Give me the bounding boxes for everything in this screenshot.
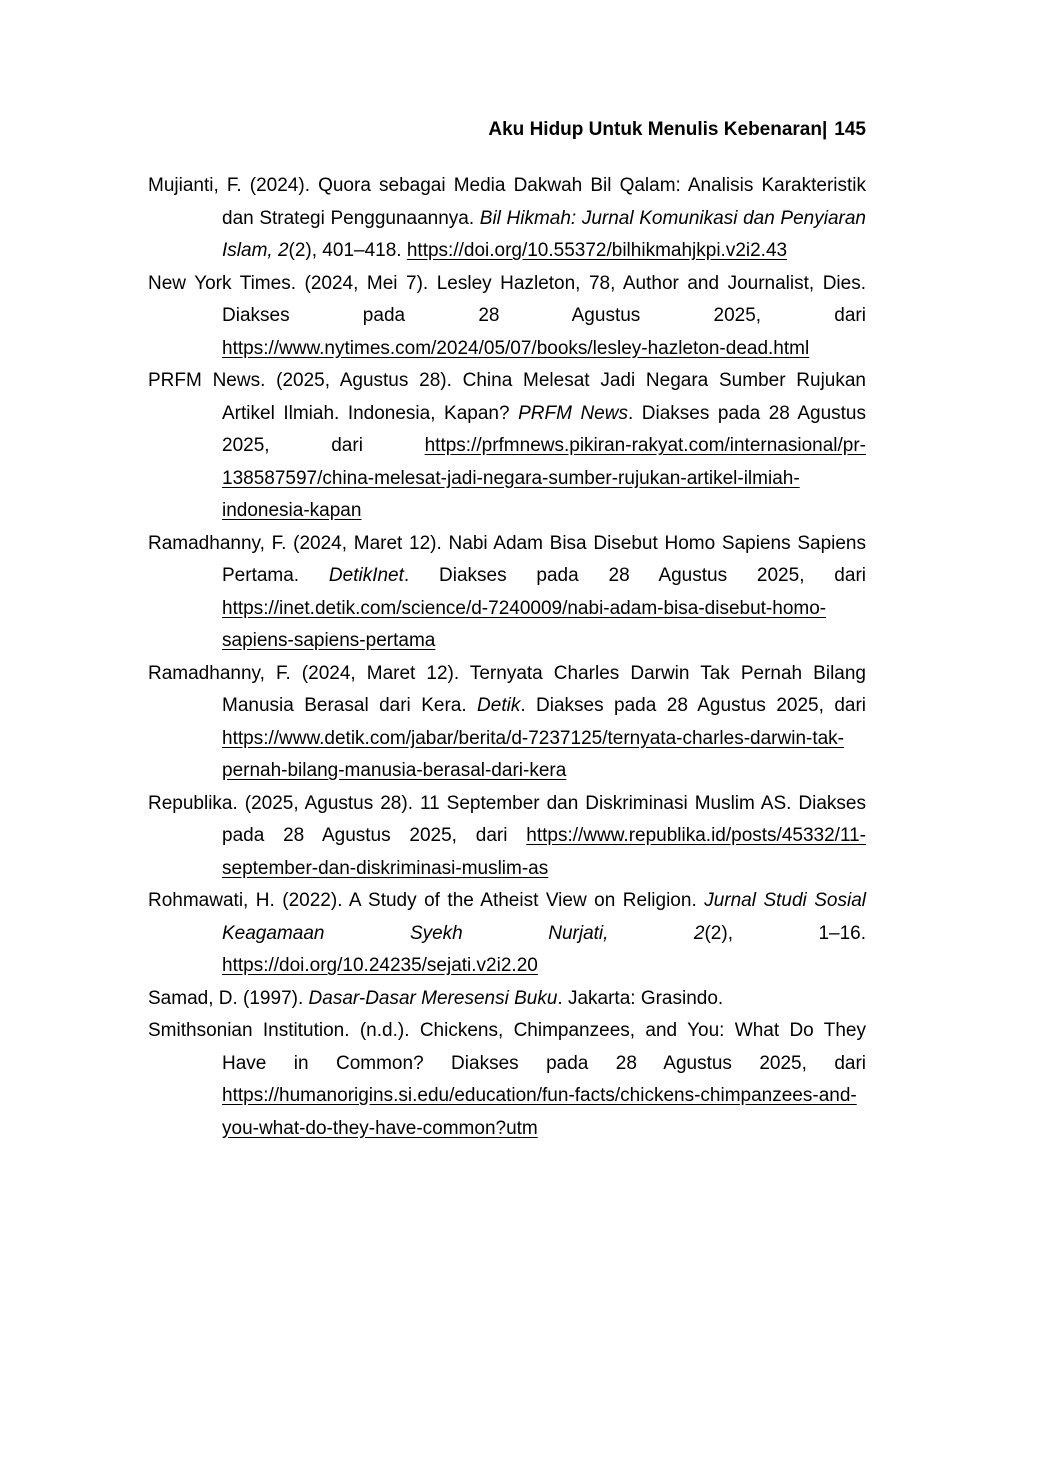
- reference-text: . Diakses pada 28 Agustus 2025, dari: [520, 695, 866, 716]
- reference-url-link[interactable]: https://inet.detik.com/science/d-7240009/nabi-adam-bisa-disebut-homo-sapiens-sapiens-pertama: [222, 597, 827, 651]
- reference-text: Samad, D. (1997).: [148, 987, 309, 1009]
- reference-entry: [148, 528, 866, 658]
- reference-entry: [148, 788, 866, 886]
- reference-text: Smithsonian Institution. (n.d.). Chickens, Chimpanzees, and You: What Do They Have in Common? Diakses pada 28 Agustus 2025, dari: [148, 1020, 866, 1074]
- reference-url-link[interactable]: https://doi.org/10.24235/sejati.v2i2.20: [222, 955, 538, 976]
- reference-text: (2), 401–418.: [288, 240, 407, 261]
- reference-italic-text: Detik: [477, 695, 521, 716]
- reference-entry: [148, 1015, 866, 1145]
- reference-text: Ramadhanny, F. (2024, Maret 12). Nabi Adam Bisa Disebut Homo Sapiens Sapiens Pertama.: [148, 532, 866, 586]
- reference-text: PRFM News. (2025, Agustus 28). China Melesat Jadi Negara Sumber Rujukan Artikel Ilmiah. Indonesia, Kapan?: [148, 370, 866, 424]
- reference-text: Mujianti, F. (2024). Quora sebagai Media Dakwah Bil Qalam: Analisis Karakteristik dan Strategi Penggunaannya.: [148, 175, 866, 229]
- reference-text: . Jakarta: Grasindo.: [557, 987, 724, 1009]
- reference-italic-text: PRFM News: [518, 402, 628, 424]
- reference-text: (2), 1–16.: [704, 922, 866, 944]
- reference-text: Rohmawati, H. (2022). A Study of the Atheist View on Religion.: [148, 890, 705, 911]
- reference-entry: [148, 268, 866, 366]
- page-header: [148, 118, 866, 142]
- reference-italic-text: Bil Hikmah: Jurnal Komunikasi dan Penyiaran Islam, 2: [222, 207, 866, 261]
- reference-text: . Diakses pada 28 Agustus 2025, dari: [403, 565, 866, 586]
- reference-entry: [148, 365, 866, 528]
- page-number: 145: [834, 119, 866, 140]
- reference-url-link[interactable]: https://doi.org/10.55372/bilhikmahjkpi.v2i2.43: [406, 240, 788, 261]
- reference-text: Republika. (2025, Agustus 28). 11 September dan Diskriminasi Muslim AS. Diakses pada 28 Agustus 2025, dari: [148, 792, 866, 846]
- reference-list: [148, 170, 866, 1145]
- reference-text: New York Times. (2024, Mei 7). Lesley Hazleton, 78, Author and Journalist, Dies. Diakses pada 28 Agustus 2025, dari: [148, 272, 866, 326]
- reference-url-link[interactable]: https://prfmnews.pikiran-rakyat.com/internasional/pr-138587597/china-melesat-jadi-negara-sumber-rujukan-artikel-ilmiah-indonesia-kapan: [222, 435, 866, 521]
- reference-url-link[interactable]: https://humanorigins.si.edu/education/fun-facts/chickens-chimpanzees-and-you-what-do-they-have-common?utm: [222, 1085, 857, 1139]
- reference-text: . Diakses pada 28 Agustus 2025, dari: [222, 402, 866, 456]
- reference-italic-text: Dasar-Dasar Meresensi Buku: [308, 987, 558, 1009]
- reference-entry: [148, 983, 866, 1016]
- reference-italic-text: DetikInet: [328, 565, 404, 586]
- reference-entry: [148, 658, 866, 788]
- reference-entry: [148, 885, 866, 983]
- reference-url-link[interactable]: https://www.republika.id/posts/45332/11-september-dan-diskriminasi-muslim-as: [222, 825, 866, 879]
- reference-entry: [148, 170, 866, 268]
- reference-url-link[interactable]: https://www.detik.com/jabar/berita/d-7237125/ternyata-charles-darwin-tak-pernah-bilang-manusia-berasal-dari-kera: [222, 727, 845, 781]
- running-title: Aku Hidup Untuk Menulis Kebenaran|: [488, 119, 828, 140]
- reference-italic-text: Jurnal Studi Sosial Keagamaan Syekh Nurjati, 2: [222, 890, 866, 944]
- reference-url-link[interactable]: https://www.nytimes.com/2024/05/07/books/lesley-hazleton-dead.html: [222, 337, 810, 359]
- reference-text: Ramadhanny, F. (2024, Maret 12). Ternyata Charles Darwin Tak Pernah Bilang Manusia Berasal dari Kera.: [148, 662, 866, 716]
